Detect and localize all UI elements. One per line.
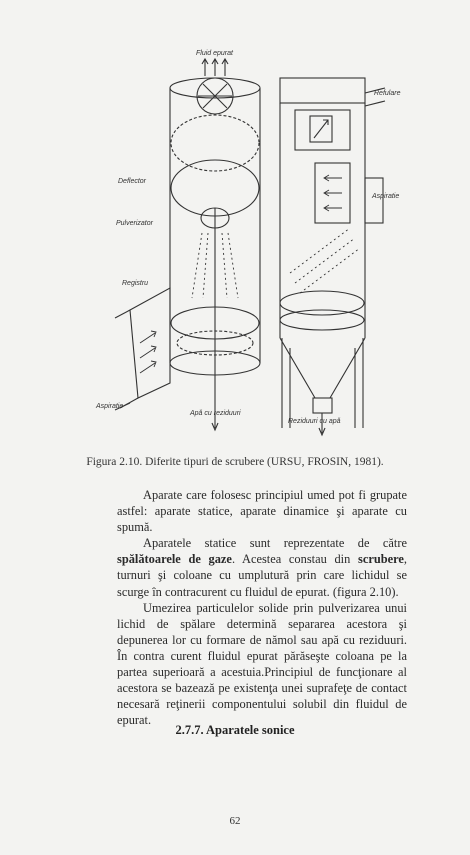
paragraph-2-text-c: . Acestea constau din xyxy=(231,552,358,567)
term-scrubere: scrubere xyxy=(358,552,404,567)
paragraph-1: Aparate care folosesc principiul umed pot fi grupate astfel: aparate statice, aparate dinamice şi aparate cu spumă. xyxy=(117,488,407,535)
label-fluid-epurat: Fluid epurat xyxy=(196,50,233,57)
scrubber-diagram xyxy=(110,48,410,443)
paragraph-3: Umezirea particulelor solide prin pulverizarea unui lichid de spălare determină separarea acestora şi depunerea lor cu formare de nămol sau apă cu reziduuri. În contra curent fluidul epurat părăseşte coloana pe la partea superioară a acestuia.Principiul de funcţionare al acestora se bazează pe existenţa unei suprafeţe de contact necesară reţinerii componentului solubil din fluidul de epurat. xyxy=(117,600,407,728)
label-aspiratie-right: Aspiratie xyxy=(372,193,400,200)
paragraph-2-text-a: Aparatele statice sunt reprezentate de către xyxy=(143,536,407,551)
section-heading: 2.7.7. Aparatele sonice xyxy=(175,723,295,737)
label-apa-reziduu: Apă cu reziduuri xyxy=(190,410,241,417)
label-aspiratie-left: Aspiratie xyxy=(96,403,124,410)
paragraph-2 xyxy=(117,535,407,599)
label-pulverizator: Pulverizator xyxy=(116,220,153,227)
label-refulare: Refulare xyxy=(374,90,401,97)
paragraph-2-text-e: , turnuri şi coloane cu umplutură prin care lichidul se scurge în contracurent cu fluidul de epurat. (figura 2.10). xyxy=(117,552,407,599)
body-text xyxy=(117,487,407,728)
label-deflector: Deflector xyxy=(118,178,147,185)
scrubber-figure xyxy=(96,48,410,443)
term-spalatoarele: spălătoarele de gaze xyxy=(117,552,232,567)
figure-caption: Figura 2.10. Diferite tipuri de scrubere (URSU, FROSIN, 1981). xyxy=(86,456,384,468)
label-registru: Registru xyxy=(122,280,149,287)
page-number: 62 xyxy=(229,815,241,827)
label-reziduu-apa: Reziduuri cu apă xyxy=(288,418,341,425)
left-scrubber xyxy=(115,59,260,430)
right-scrubber xyxy=(280,78,385,435)
